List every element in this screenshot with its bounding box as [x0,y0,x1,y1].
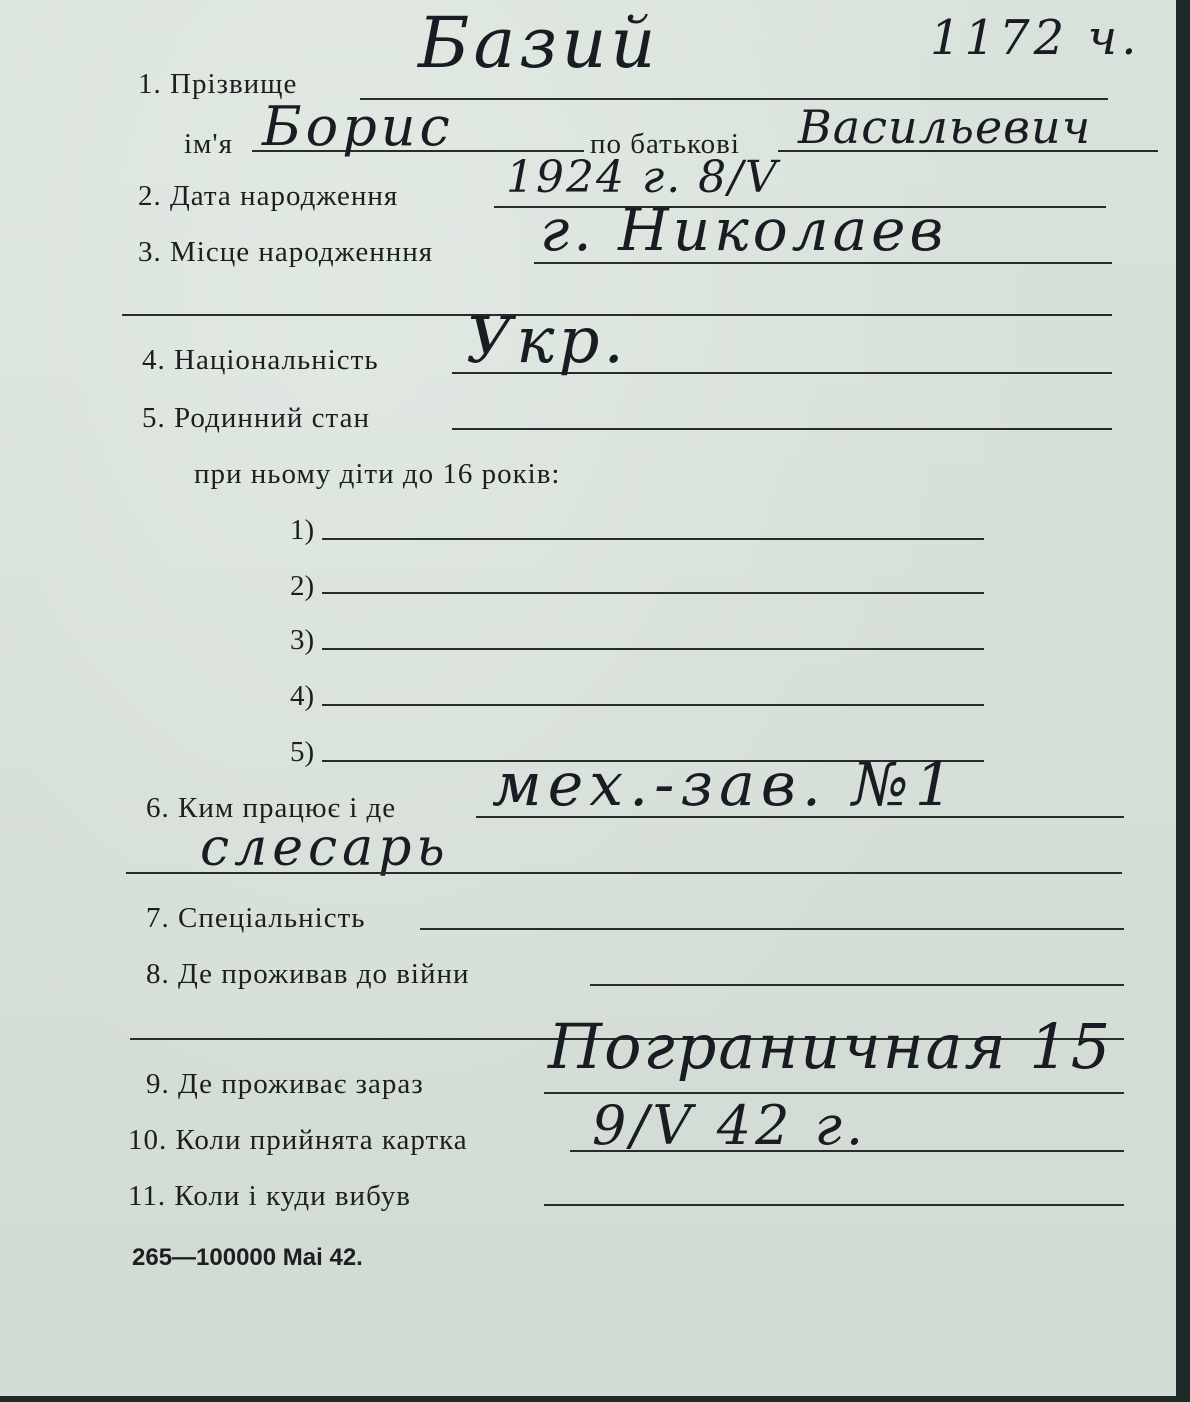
children-label: при ньому діти до 16 років: [194,458,561,490]
nationality-label: 4. Національність [142,344,379,376]
child-3-number: 3) [290,624,315,656]
child-2-line [322,592,984,594]
print-code: 265—100000 Mai 42. [132,1244,363,1271]
child-2-number: 2) [290,570,315,602]
card-number-handwriting: 1172 ч. [930,10,1141,66]
current-address-handwriting: Пограничная 15 [548,1010,1113,1083]
child-3-line [322,648,984,650]
patronymic-label: по батькові [590,128,740,160]
marital-status-label: 5. Родинний стан [142,402,370,434]
name-label: ім'я [184,128,233,160]
child-4-line [322,704,984,706]
departure-label: 11. Коли і куди вибув [128,1180,411,1212]
current-address-label: 9. Де проживає зараз [146,1068,424,1100]
specialty-label: 7. Спеціальність [146,902,366,934]
birth-date-label: 2. Дата народження [138,180,399,212]
prewar-address-line [590,984,1124,986]
background-edge-bottom [0,1396,1190,1402]
child-1-number: 1) [290,514,315,546]
child-1-line [322,538,984,540]
occupation-handwriting: слесарь [200,818,450,878]
surname-label: 1. Прізвище [138,68,298,100]
child-5-number: 5) [290,736,315,768]
prewar-address-label: 8. Де проживав до війни [146,958,470,990]
birth-date-handwriting: 1924 г. 8/V [506,152,779,203]
birth-place-handwriting: г. Николаев [540,196,948,264]
marital-status-line [452,428,1112,430]
name-handwriting: Борис [262,95,454,158]
departure-line [544,1204,1124,1206]
workplace-label: 6. Ким працює і де [146,792,397,824]
birth-place-label: 3. Місце народженння [138,236,434,268]
workplace-line-2 [126,872,1122,874]
specialty-line [420,928,1124,930]
surname-handwriting: Базий [418,2,660,84]
workplace-handwriting: мех.-зав. №1 [492,750,959,820]
card-accepted-handwriting: 9/V 42 г. [592,1094,868,1157]
nationality-handwriting: Укр. [466,304,628,378]
card-accepted-label: 10. Коли прийнята картка [128,1124,468,1156]
patronymic-handwriting: Васильевич [798,100,1092,154]
background-edge-right [1176,0,1190,1402]
child-4-number: 4) [290,680,315,712]
